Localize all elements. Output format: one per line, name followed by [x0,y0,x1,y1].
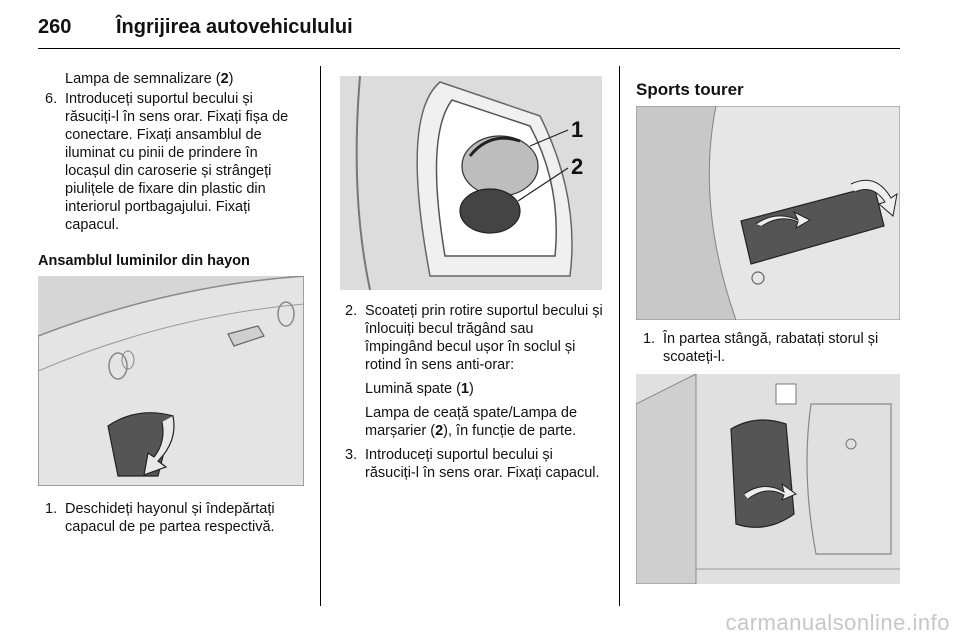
column-1-lower [38,500,306,536]
watermark: carmanualsonline.info [725,610,950,635]
page-number: 260 [38,16,72,38]
step-3: 3. Introduceți suportul becului și răsuciți-l în sens orar. Fixați capacul. [345,447,600,481]
trunk-side-panel-illustration [636,374,900,584]
column-3 [636,330,904,366]
fog-reverse-light-line: Lampa de ceață spate/Lampa de marșarier (2), în funcție de parte. [365,405,578,439]
page-header [38,12,900,52]
continued-line: Lampa de semnalizare (2) [65,71,234,87]
step-1-tailgate: 1. Deschideți hayonul și îndepărtați capacul de pe partea respectivă. [45,501,275,535]
column-divider-2 [619,66,620,606]
column-1 [38,70,306,270]
section-heading-sports-tourer: Sports tourer [636,80,744,99]
bulb-holder-illustration [340,76,602,290]
column-divider-1 [320,66,321,606]
callout-2: 2 [571,154,584,179]
header-rule [38,48,900,49]
section-heading-tailgate: Ansamblul luminilor din hayon [38,253,250,269]
cargo-cover-illustration [636,106,900,320]
step-6: 6. Introduceți suportul becului și răsuciți-l în sens orar. Fixați fișa de conectare. Fixați ansamblul de iluminat cu pinii de prindere în locașul din caroserie și strângeți piulițele de fixare din plastic din interiorul portbagajului. Fixați capacul. [45,91,289,233]
page-title: Îngrijirea autovehiculului [116,16,353,38]
step-1-sports-tourer: 1. În partea stângă, rabatați storul și scoateți-l. [643,331,879,365]
tailgate-illustration [38,276,304,486]
column-3-heading [636,80,904,100]
column-2 [338,302,604,482]
callout-1: 1 [571,117,584,142]
step-2: 2. Scoateți prin rotire suportul becului și înlocuiți becul trăgând sau împingând becul ușor în soclul și rotind în sens anti-orar: [345,303,603,373]
tail-light-line: Lumină spate (1) [365,381,474,397]
